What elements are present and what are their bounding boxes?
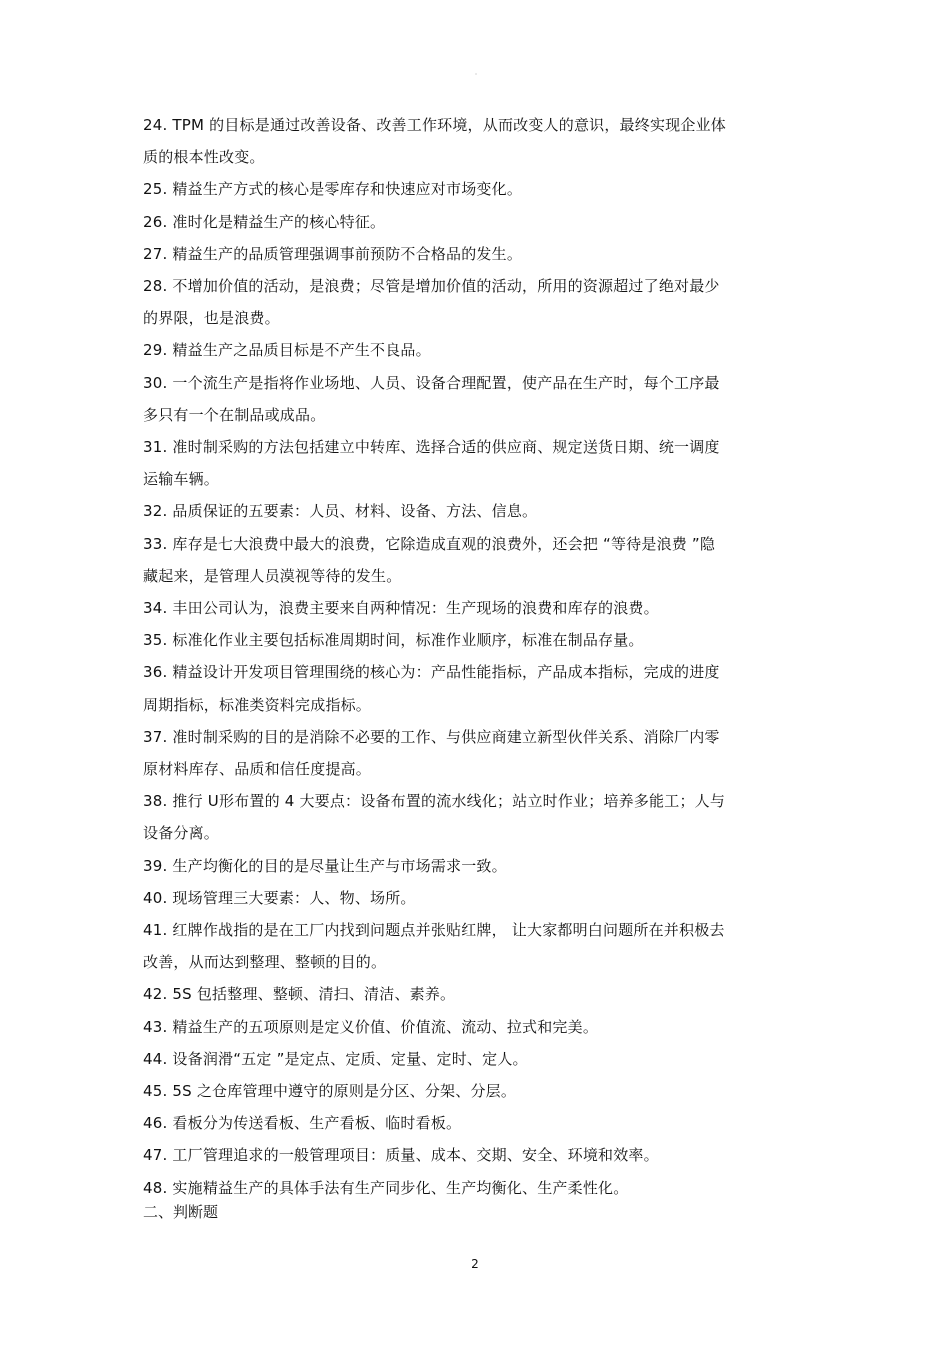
- text-line: 的界限，也是浪费。: [143, 309, 280, 327]
- text-line: 44. 设备润滑“五定 ”是定点、定质、定量、定时、定人。: [143, 1050, 528, 1068]
- text-line: 质的根本性改变。: [143, 148, 265, 166]
- text-line: 改善，从而达到整理、整顿的目的。: [143, 953, 387, 971]
- text-line: 45. 5S 之仓库管理中遵守的原则是分区、分架、分层。: [143, 1082, 517, 1100]
- text-line: 39. 生产均衡化的目的是尽量让生产与市场需求一致。: [143, 857, 507, 875]
- text-line: 42. 5S 包括整理、整顿、清扫、清洁、素养。: [143, 985, 456, 1003]
- text-line: 29. 精益生产之品质目标是不产生不良品。: [143, 341, 431, 359]
- text-line: 26. 准时化是精益生产的核心特征。: [143, 213, 386, 231]
- text-line: 34. 丰田公司认为，浪费主要来自两种情况：生产现场的浪费和库存的浪费。: [143, 599, 659, 617]
- text-line: 43. 精益生产的五项原则是定义价值、价值流、流动、拉式和完美。: [143, 1018, 599, 1036]
- text-line: 48. 实施精益生产的具体手法有生产同步化、生产均衡化、生产柔性化。: [143, 1179, 629, 1197]
- text-line: 原材料库存、品质和信任度提高。: [143, 760, 372, 778]
- text-line: 27. 精益生产的品质管理强调事前预防不合格品的发生。: [143, 245, 523, 263]
- header-mark: ·: [474, 70, 478, 79]
- section-title: 二、判断题: [143, 1203, 219, 1221]
- text-line: 46. 看板分为传送看板、生产看板、临时看板。: [143, 1114, 462, 1132]
- text-line: 31. 准时制采购的方法包括建立中转库、选择合适的供应商、规定送货日期、统一调度: [143, 438, 720, 456]
- text-line: 47. 工厂管理追求的一般管理项目：质量、成本、交期、安全、环境和效率。: [143, 1146, 659, 1164]
- text-line: 35. 标准化作业主要包括标准周期时间，标准作业顺序，标准在制品存量。: [143, 631, 644, 649]
- page-number: 2: [471, 1257, 479, 1271]
- text-line: 多只有一个在制品或成品。: [143, 406, 326, 424]
- text-line: 24. TPM 的目标是通过改善设备、改善工作环境，从而改变人的意识，最终实现企业体: [143, 116, 726, 134]
- text-line: 28. 不增加价值的活动，是浪费；尽管是增加价值的活动，所用的资源超过了绝对最少: [143, 277, 720, 295]
- text-line: 藏起来，是管理人员漠视等待的发生。: [143, 567, 402, 585]
- text-line: 33. 库存是七大浪费中最大的浪费，它除造成直观的浪费外，还会把 “等待是浪费 ”隐: [143, 535, 716, 553]
- text-line: 设备分离。: [143, 824, 220, 842]
- text-line: 40. 现场管理三大要素：人、物、场所。: [143, 889, 416, 907]
- text-line: 周期指标，标准类资料完成指标。: [143, 696, 372, 714]
- text-line: 运输车辆。: [143, 470, 220, 488]
- text-line: 41. 红牌作战指的是在工厂内找到问题点并张贴红牌， 让大家都明白问题所在并积极去: [143, 921, 725, 939]
- text-line: 32. 品质保证的五要素：人员、材料、设备、方法、信息。: [143, 502, 538, 520]
- text-line: 38. 推行 U形布置的 4 大要点：设备布置的流水线化；站立时作业；培养多能工；人与: [143, 792, 726, 810]
- text-line: 36. 精益设计开发项目管理围绕的核心为：产品性能指标，产品成本指标，完成的进度: [143, 663, 720, 681]
- text-line: 37. 准时制采购的目的是消除不必要的工作、与供应商建立新型伙伴关系、消除厂内零: [143, 728, 720, 746]
- text-line: 25. 精益生产方式的核心是零库存和快速应对市场变化。: [143, 180, 523, 198]
- text-line: 30. 一个流生产是指将作业场地、人员、设备合理配置，使产品在生产时，每个工序最: [143, 374, 720, 392]
